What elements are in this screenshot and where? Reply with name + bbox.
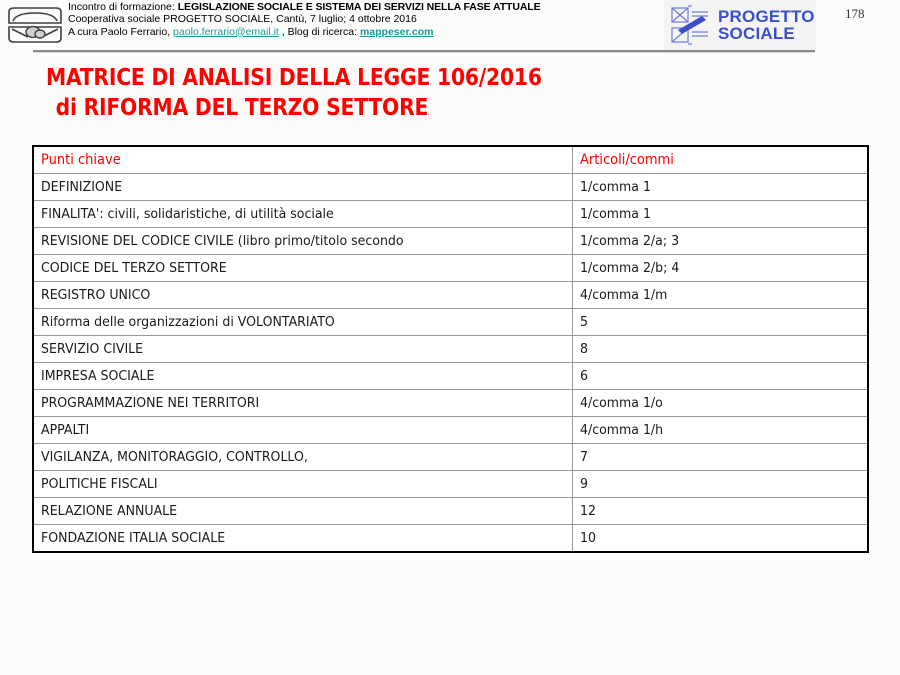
- cell-articolo-5: [573, 309, 869, 336]
- cell-articolo-1: [573, 201, 869, 228]
- table-row: [33, 471, 868, 498]
- header-divider: [33, 50, 815, 53]
- table-row: [33, 390, 868, 417]
- header-organization-line: Cooperativa sociale PROGETTO SOCIALE, Cantù, 7 luglio; 4 ottobre 2016: [68, 13, 417, 26]
- cell-punto-chiave-0-text: DEFINIZIONE: [41, 178, 123, 195]
- cell-articolo-2-text: 1/comma 2/a; 3: [580, 232, 680, 249]
- table-row: [33, 336, 868, 363]
- header-title-line: [68, 2, 658, 13]
- cell-punto-chiave-8-text: PROGRAMMAZIONE NEI TERRITORI: [41, 394, 260, 411]
- page-title: [46, 62, 718, 122]
- cell-punto-chiave-6-text: SERVIZIO CIVILE: [41, 340, 144, 357]
- cell-articolo-8: [573, 390, 869, 417]
- cell-punto-chiave-2: [33, 228, 573, 255]
- cell-punto-chiave-6: [33, 336, 573, 363]
- cell-articolo-7: [573, 363, 869, 390]
- blog-link[interactable]: mappeser.com: [359, 25, 434, 38]
- cell-articolo-8-text: 4/comma 1/o: [580, 394, 663, 411]
- cell-punto-chiave-9-text: APPALTI: [41, 421, 90, 438]
- matrix-table: [32, 145, 869, 553]
- cell-punto-chiave-5: [33, 309, 573, 336]
- table-row: [33, 498, 868, 525]
- brand-line-2: SOCIALE: [718, 24, 795, 43]
- cell-articolo-13-text: 10: [580, 529, 596, 546]
- cell-punto-chiave-12: [33, 498, 573, 525]
- email-link[interactable]: paolo.ferrario@email.it: [173, 25, 279, 38]
- cell-articolo-9-text: 4/comma 1/h: [580, 421, 664, 438]
- handshake-icon: [6, 4, 64, 46]
- table-row: [33, 417, 868, 444]
- cell-punto-chiave-11: [33, 471, 573, 498]
- cell-articolo-6: [573, 336, 869, 363]
- cell-punto-chiave-13-text: FONDAZIONE ITALIA SOCIALE: [41, 529, 226, 546]
- column-header-punti-chiave-text: Punti chiave: [41, 151, 121, 168]
- table-row: [33, 525, 868, 553]
- table-row: [33, 282, 868, 309]
- cell-articolo-11: [573, 471, 869, 498]
- cell-articolo-0: [573, 174, 869, 201]
- cell-articolo-4-text: 4/comma 1/m: [580, 286, 668, 303]
- cell-articolo-10: [573, 444, 869, 471]
- cell-articolo-1-text: 1/comma 1: [580, 205, 651, 222]
- cell-articolo-2: [573, 228, 869, 255]
- table-header-row: [33, 146, 868, 174]
- column-header-punti-chiave: [33, 146, 573, 174]
- table-row: [33, 174, 868, 201]
- table-row: [33, 444, 868, 471]
- cell-articolo-10-text: 7: [580, 448, 588, 465]
- table-row: [33, 363, 868, 390]
- cell-punto-chiave-13: [33, 525, 573, 553]
- column-header-articoli-commi: [573, 146, 869, 174]
- cell-punto-chiave-7: [33, 363, 573, 390]
- cell-articolo-3: [573, 255, 869, 282]
- cell-articolo-3-text: 1/comma 2/b; 4: [580, 259, 680, 276]
- cell-articolo-4: [573, 282, 869, 309]
- cell-articolo-12-text: 12: [580, 502, 596, 519]
- page-number: 178: [845, 6, 865, 21]
- cell-punto-chiave-1: [33, 201, 573, 228]
- progetto-sociale-wordmark: [718, 8, 815, 43]
- cell-punto-chiave-7-text: IMPRESA SOCIALE: [41, 367, 155, 384]
- header-text-block: [68, 2, 658, 38]
- table-row: [33, 309, 868, 336]
- brand-line-1: PROGETTO: [718, 6, 815, 26]
- cell-punto-chiave-2-text: REVISIONE DEL CODICE CIVILE (libro primo/titolo secondo: [41, 232, 404, 249]
- cell-punto-chiave-3: [33, 255, 573, 282]
- column-header-articoli-commi-text: Articoli/commi: [580, 151, 674, 168]
- cell-punto-chiave-5-text: Riforma delle organizzazioni di VOLONTARIATO: [41, 313, 335, 330]
- cell-punto-chiave-4: [33, 282, 573, 309]
- cell-punto-chiave-10-text: VIGILANZA, MONITORAGGIO, CONTROLLO,: [41, 448, 308, 465]
- cell-punto-chiave-11-text: POLITICHE FISCALI: [41, 475, 158, 492]
- page-title-line-2: di RIFORMA DEL TERZO SETTORE: [55, 93, 429, 122]
- cell-punto-chiave-4-text: REGISTRO UNICO: [41, 286, 151, 303]
- cell-punto-chiave-0: [33, 174, 573, 201]
- cell-articolo-9: [573, 417, 869, 444]
- cell-articolo-11-text: 9: [580, 475, 588, 492]
- header-blog-prefix: , Blog di ricerca:: [278, 25, 360, 38]
- cell-articolo-5-text: 5: [580, 313, 588, 330]
- table-row: [33, 201, 868, 228]
- cell-punto-chiave-1-text: FINALITA': civili, solidaristiche, di utilità sociale: [41, 205, 334, 222]
- cell-articolo-0-text: 1/comma 1: [580, 178, 651, 195]
- table-row: [33, 255, 868, 282]
- progetto-sociale-logo: [664, 0, 816, 50]
- slide-header: [0, 0, 900, 56]
- header-author-prefix: A cura Paolo Ferrario,: [68, 25, 174, 38]
- cell-punto-chiave-9: [33, 417, 573, 444]
- cell-punto-chiave-12-text: RELAZIONE ANNUALE: [41, 502, 178, 519]
- header-course-title: LEGISLAZIONE SOCIALE E SISTEMA DEI SERVIZI NELLA FASE ATTUALE: [177, 1, 541, 13]
- cell-punto-chiave-8: [33, 390, 573, 417]
- cell-articolo-7-text: 6: [580, 367, 588, 384]
- progetto-sociale-logo-icon: [668, 4, 714, 46]
- cell-articolo-13: [573, 525, 869, 553]
- cell-punto-chiave-3-text: CODICE DEL TERZO SETTORE: [41, 259, 227, 276]
- cell-articolo-12: [573, 498, 869, 525]
- cell-punto-chiave-10: [33, 444, 573, 471]
- cell-articolo-6-text: 8: [580, 340, 588, 357]
- header-lead-text: Incontro di formazione:: [68, 1, 178, 13]
- page-title-line-1: MATRICE DI ANALISI DELLA LEGGE 106/2016: [46, 63, 542, 91]
- header-author-line: [68, 27, 658, 38]
- table-row: [33, 228, 868, 255]
